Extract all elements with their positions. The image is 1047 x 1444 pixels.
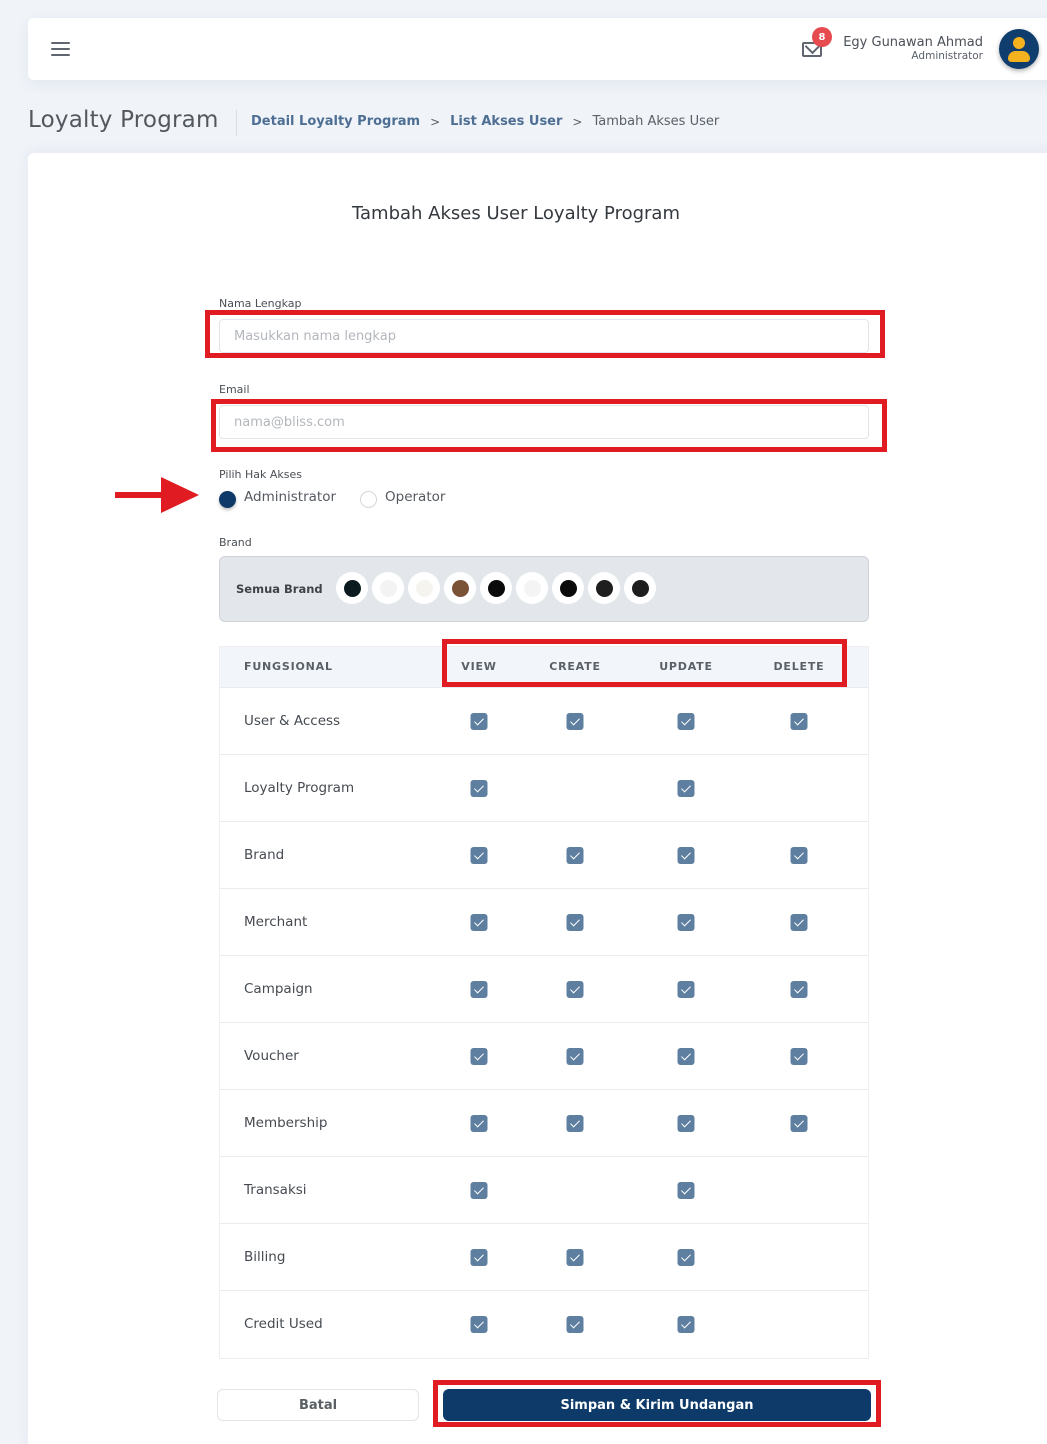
hamburger-icon[interactable] (51, 42, 70, 56)
checkbox-view[interactable] (471, 847, 488, 864)
brand-label: Brand (219, 536, 252, 549)
table-row (220, 822, 868, 889)
brand-logo-image (344, 580, 361, 597)
role-label: Pilih Hak Akses (219, 468, 303, 481)
radio-administrator-label[interactable]: Administrator (244, 489, 337, 505)
checkbox-update[interactable] (678, 780, 695, 797)
brand-logo-7-icon[interactable] (552, 572, 584, 604)
brand-logo-image (488, 580, 505, 597)
brand-logo-image (596, 580, 613, 597)
cancel-button[interactable]: Batal (217, 1389, 419, 1421)
checkbox-view[interactable] (471, 914, 488, 931)
column-header-update: UPDATE (659, 660, 713, 673)
brand-logo-6-icon[interactable] (516, 572, 548, 604)
annotation-arrow (115, 492, 165, 498)
brand-logo-image (452, 580, 469, 597)
table-row (220, 688, 868, 755)
chevron-right-icon: > (572, 114, 583, 129)
checkbox-update[interactable] (678, 1182, 695, 1199)
brand-logo-image (416, 580, 433, 597)
radio-administrator[interactable] (219, 491, 236, 508)
checkbox-create[interactable] (567, 847, 584, 864)
checkbox-update[interactable] (678, 914, 695, 931)
column-header-fungsional: FUNGSIONAL (244, 660, 333, 673)
table-header (220, 647, 868, 688)
permissions-table (219, 646, 869, 1359)
form-title: Tambah Akses User Loyalty Program (352, 203, 680, 224)
brand-logo-list (336, 572, 656, 604)
checkbox-create[interactable] (567, 1249, 584, 1266)
radio-operator[interactable] (360, 491, 377, 508)
notification-badge: 8 (812, 27, 832, 47)
checkbox-view[interactable] (471, 1249, 488, 1266)
row-label: Billing (244, 1249, 286, 1265)
row-label: Membership (244, 1115, 328, 1131)
brand-logo-image (380, 580, 397, 597)
checkbox-delete[interactable] (791, 713, 808, 730)
user-avatar-icon[interactable] (999, 29, 1039, 69)
checkbox-create[interactable] (567, 914, 584, 931)
user-role: Administrator (911, 50, 983, 62)
brand-logo-1-icon[interactable] (336, 572, 368, 604)
checkbox-view[interactable] (471, 713, 488, 730)
row-label: Merchant (244, 914, 308, 930)
table-row (220, 956, 868, 1023)
checkbox-create[interactable] (567, 713, 584, 730)
checkbox-update[interactable] (678, 1115, 695, 1132)
brand-logo-image (632, 580, 649, 597)
chevron-right-icon: > (430, 114, 441, 129)
brand-logo-8-icon[interactable] (588, 572, 620, 604)
column-header-delete: DELETE (773, 660, 825, 673)
checkbox-delete[interactable] (791, 1048, 808, 1065)
name-label: Nama Lengkap (219, 297, 302, 310)
table-body (220, 688, 868, 1358)
checkbox-delete[interactable] (791, 981, 808, 998)
breadcrumb (251, 114, 719, 129)
table-row (220, 755, 868, 822)
user-name: Egy Gunawan Ahmad (843, 35, 983, 50)
email-input[interactable] (219, 405, 869, 439)
brand-logo-2-icon[interactable] (372, 572, 404, 604)
checkbox-create[interactable] (567, 1115, 584, 1132)
row-label: User & Access (244, 713, 341, 729)
brand-logo-3-icon[interactable] (408, 572, 440, 604)
checkbox-view[interactable] (471, 1182, 488, 1199)
brand-logo-9-icon[interactable] (624, 572, 656, 604)
brand-logo-4-icon[interactable] (444, 572, 476, 604)
checkbox-update[interactable] (678, 847, 695, 864)
row-label: Voucher (244, 1048, 299, 1064)
checkbox-delete[interactable] (791, 914, 808, 931)
email-label: Email (219, 383, 250, 396)
checkbox-update[interactable] (678, 1048, 695, 1065)
brand-logo-5-icon[interactable] (480, 572, 512, 604)
row-label: Transaksi (244, 1182, 307, 1198)
checkbox-view[interactable] (471, 780, 488, 797)
checkbox-update[interactable] (678, 1249, 695, 1266)
brand-selector[interactable] (219, 556, 869, 622)
row-label: Campaign (244, 981, 313, 997)
radio-operator-label[interactable]: Operator (385, 489, 446, 505)
checkbox-create[interactable] (567, 981, 584, 998)
checkbox-update[interactable] (678, 713, 695, 730)
column-header-create: CREATE (549, 660, 601, 673)
checkbox-update[interactable] (678, 981, 695, 998)
brand-logo-image (560, 580, 577, 597)
table-row (220, 1023, 868, 1090)
top-bar (28, 18, 1047, 80)
save-send-invite-button[interactable]: Simpan & Kirim Undangan (443, 1389, 871, 1421)
table-row (220, 1224, 868, 1291)
checkbox-create[interactable] (567, 1316, 584, 1333)
checkbox-create[interactable] (567, 1048, 584, 1065)
annotation-arrow-head (161, 477, 199, 513)
checkbox-delete[interactable] (791, 847, 808, 864)
table-row (220, 1090, 868, 1157)
checkbox-view[interactable] (471, 1316, 488, 1333)
page-title: Loyalty Program (28, 107, 219, 133)
column-header-view: VIEW (461, 660, 497, 673)
table-row (220, 889, 868, 956)
checkbox-view[interactable] (471, 981, 488, 998)
table-row (220, 1291, 868, 1358)
breadcrumb-list-akses-user[interactable]: List Akses User (450, 114, 563, 129)
title-divider (236, 110, 237, 136)
brand-logo-image (524, 580, 541, 597)
table-row (220, 1157, 868, 1224)
checkbox-view[interactable] (471, 1048, 488, 1065)
checkbox-delete[interactable] (791, 1115, 808, 1132)
brand-all-label: Semua Brand (236, 582, 323, 596)
name-input[interactable] (219, 319, 869, 353)
row-label: Credit Used (244, 1316, 323, 1332)
breadcrumb-current: Tambah Akses User (592, 114, 720, 129)
checkbox-update[interactable] (678, 1316, 695, 1333)
breadcrumb-detail-loyalty-program[interactable]: Detail Loyalty Program (251, 114, 421, 129)
row-label: Brand (244, 847, 285, 863)
row-label: Loyalty Program (244, 780, 355, 796)
checkbox-view[interactable] (471, 1115, 488, 1132)
